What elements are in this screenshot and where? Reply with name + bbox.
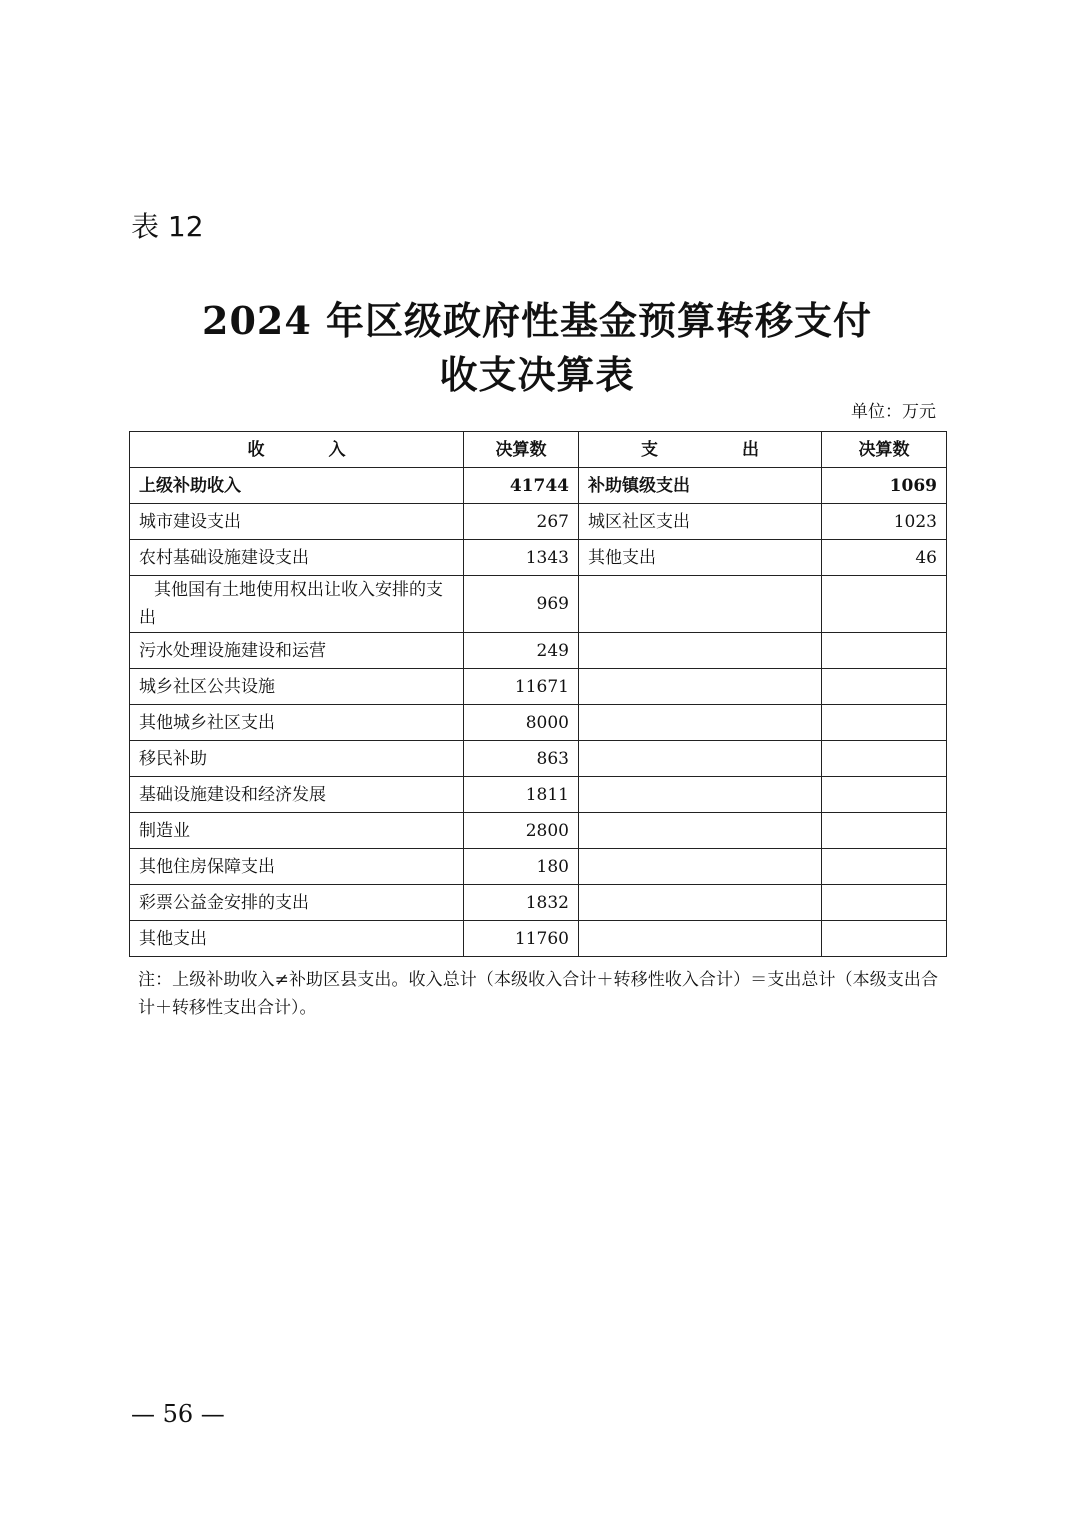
table-row <box>130 813 947 849</box>
income-item: 基础设施建设和经济发展 <box>130 777 464 813</box>
income-item: 其他住房保障支出 <box>130 849 464 885</box>
income-value: 11760 <box>464 921 579 957</box>
income-value: 249 <box>464 633 579 669</box>
expense-value: 46 <box>822 540 947 576</box>
expense-item <box>579 633 822 669</box>
income-value: 1811 <box>464 777 579 813</box>
income-value: 11671 <box>464 669 579 705</box>
table-row <box>130 576 947 633</box>
expense-value <box>822 669 947 705</box>
expense-column-header: 支 出 <box>579 432 822 468</box>
expense-value <box>822 777 947 813</box>
table-row <box>130 921 947 957</box>
expense-value <box>822 741 947 777</box>
income-value: 863 <box>464 741 579 777</box>
expense-item <box>579 741 822 777</box>
income-value: 8000 <box>464 705 579 741</box>
income-value: 2800 <box>464 813 579 849</box>
expense-value <box>822 921 947 957</box>
income-item: 制造业 <box>130 813 464 849</box>
budget-table <box>129 431 947 957</box>
unit-label: 单位：万元 <box>851 402 936 422</box>
table-row <box>130 669 947 705</box>
table-row <box>130 540 947 576</box>
table-row <box>130 705 947 741</box>
table-row <box>130 633 947 669</box>
expense-amount-header: 决算数 <box>822 432 947 468</box>
expense-value: 1023 <box>822 504 947 540</box>
expense-item <box>579 576 822 633</box>
expense-item: 其他支出 <box>579 540 822 576</box>
expense-item: 城区社区支出 <box>579 504 822 540</box>
income-item: 上级补助收入 <box>130 468 464 504</box>
table-row <box>130 741 947 777</box>
income-amount-header: 决算数 <box>464 432 579 468</box>
income-item: 彩票公益金安排的支出 <box>130 885 464 921</box>
income-item: 农村基础设施建设支出 <box>130 540 464 576</box>
expense-item <box>579 921 822 957</box>
table-row <box>130 468 947 504</box>
expense-item <box>579 885 822 921</box>
table-row <box>130 777 947 813</box>
income-item: 其他城乡社区支出 <box>130 705 464 741</box>
income-item: 污水处理设施建设和运营 <box>130 633 464 669</box>
income-column-header: 收 入 <box>130 432 464 468</box>
expense-value <box>822 813 947 849</box>
expense-item <box>579 813 822 849</box>
expense-item: 补助镇级支出 <box>579 468 822 504</box>
expense-item <box>579 669 822 705</box>
page-number: — 56 — <box>131 1400 225 1428</box>
expense-item <box>579 705 822 741</box>
page-title: 2024 年区级政府性基金预算转移支付 <box>202 298 872 343</box>
income-item: 移民补助 <box>130 741 464 777</box>
table-header-row <box>130 432 947 468</box>
income-value: 41744 <box>464 468 579 504</box>
page-subtitle: 收支决算表 <box>439 352 635 397</box>
expense-value <box>822 576 947 633</box>
table-label: 表 12 <box>131 210 204 243</box>
income-value: 267 <box>464 504 579 540</box>
table-note: 注：上级补助收入≠补助区县支出。收入总计（本级收入合计＋转移性收入合计）＝支出总计（本级支出合计＋转移性支出合计）。 <box>138 970 938 1018</box>
expense-value <box>822 849 947 885</box>
income-item: 其他国有土地使用权出让收入安排的支出 <box>130 576 464 633</box>
income-value: 969 <box>464 576 579 633</box>
table-row <box>130 849 947 885</box>
expense-value <box>822 885 947 921</box>
expense-item <box>579 777 822 813</box>
table-row <box>130 885 947 921</box>
income-item: 其他支出 <box>130 921 464 957</box>
income-item: 城乡社区公共设施 <box>130 669 464 705</box>
income-value: 1832 <box>464 885 579 921</box>
expense-value: 1069 <box>822 468 947 504</box>
income-item: 城市建设支出 <box>130 504 464 540</box>
expense-value <box>822 705 947 741</box>
table-row <box>130 504 947 540</box>
income-value: 180 <box>464 849 579 885</box>
income-value: 1343 <box>464 540 579 576</box>
expense-item <box>579 849 822 885</box>
expense-value <box>822 633 947 669</box>
